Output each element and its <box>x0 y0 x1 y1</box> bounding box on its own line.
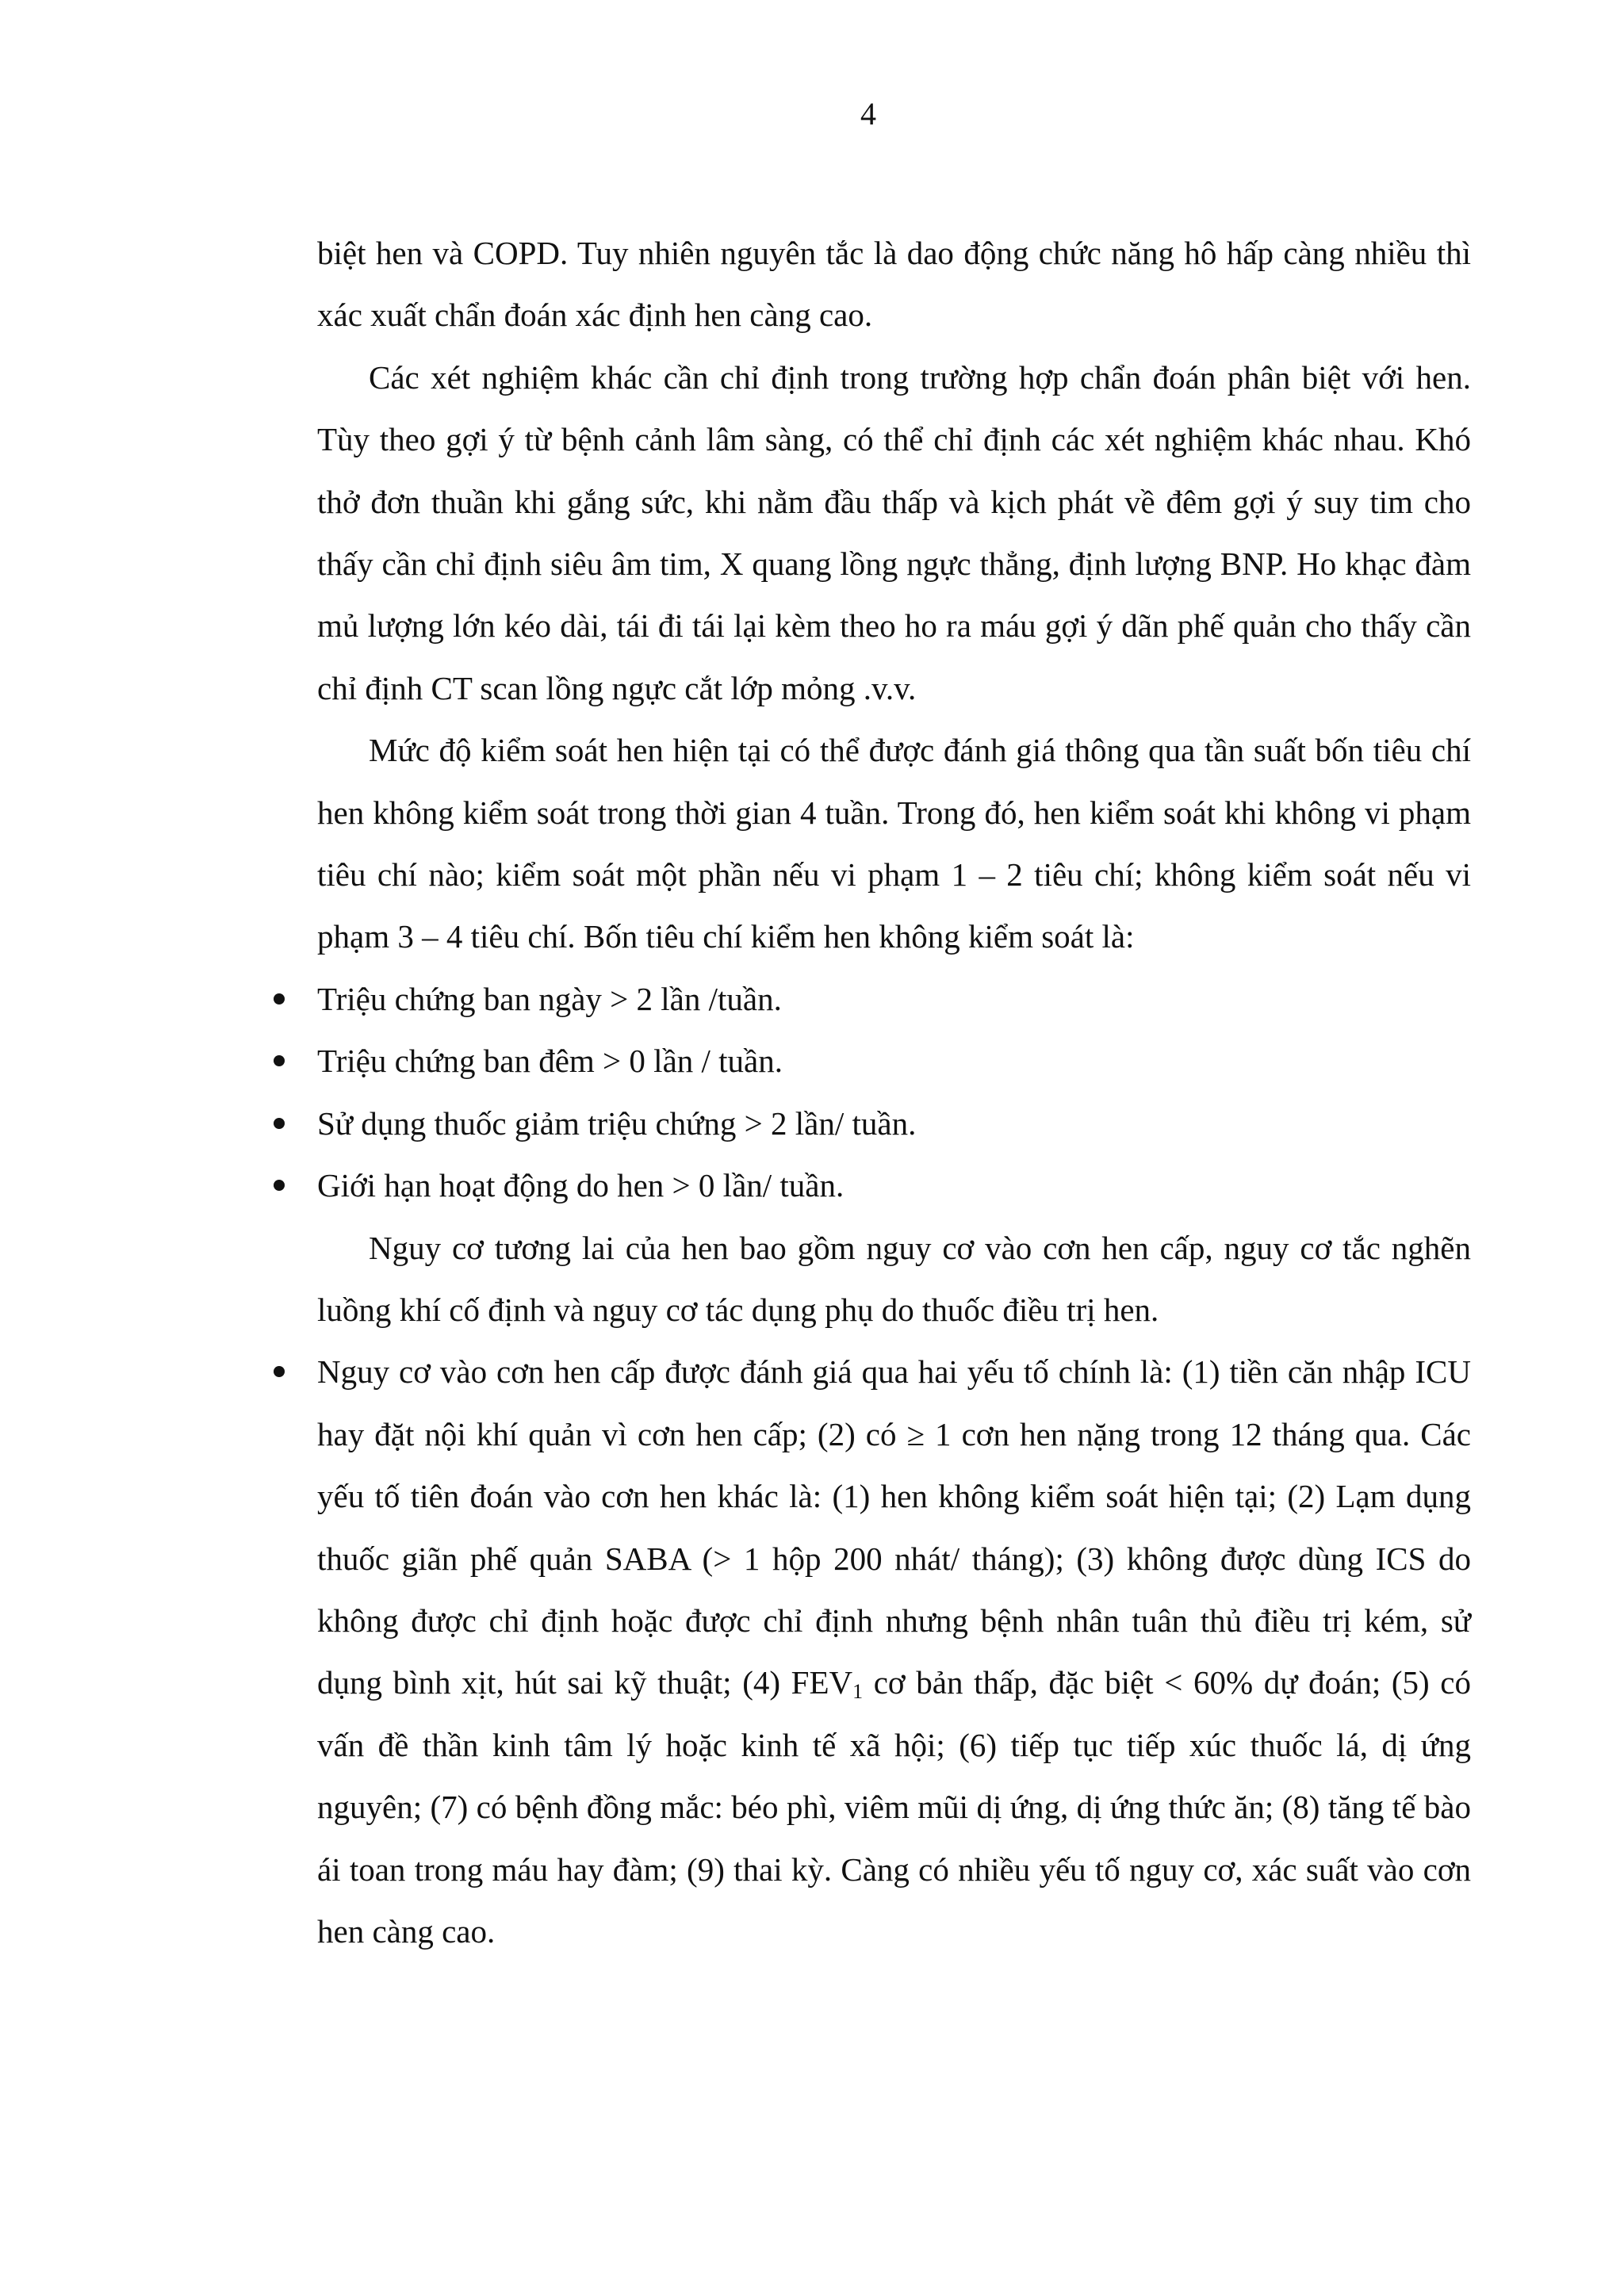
page-number: 4 <box>860 96 876 132</box>
risk-text-part-1: Nguy cơ vào cơn hen cấp được đánh giá qua hai yếu tố chính là: (1) tiền căn nhập ICU hay đặt nội khí quản vì cơn hen cấp; (2) có ≥ 1 cơn hen nặng trong 12 tháng qua. Các yếu tố tiên đoán vào cơn hen khác là: (1) hen không kiểm soát hiện tại; (2) Lạm dụng thuốc giãn phế quản SABA (> 1 hộp 200 nhát/ tháng); (3) không được dùng ICS do không được chỉ định hoặc được chỉ định nhưng bệnh nhân tuân thủ điều trị kém, sử dụng bình xịt, hút sai kỹ thuật; (4) FEV <box>317 1353 1471 1701</box>
document-body <box>317 222 1471 1962</box>
list-item-exacerbation-risk <box>317 1341 1471 1962</box>
control-criteria-list <box>317 968 1471 1217</box>
paragraph-differential-tests: Các xét nghiệm khác cần chỉ định trong trường hợp chẩn đoán phân biệt với hen. Tùy theo gợi ý từ bệnh cảnh lâm sàng, có thể chỉ định các xét nghiệm khác nhau. Khó thở đơn thuần khi gắng sức, khi nằm đầu thấp và kịch phát về đêm gợi ý suy tim cho thấy cần chỉ định siêu âm tim, X quang lồng ngực thẳng, định lượng BNP. Ho khạc đàm mủ lượng lớn kéo dài, tái đi tái lại kèm theo ho ra máu gợi ý dãn phế quản cho thấy cần chỉ định CT scan lồng ngực cắt lớp mỏng .v.v. <box>317 358 1471 706</box>
list-item: Sử dụng thuốc giảm triệu chứng > 2 lần/ tuần. <box>317 1093 1471 1154</box>
risk-list <box>317 1341 1471 1962</box>
paragraph-future-risk: Nguy cơ tương lai của hen bao gồm nguy cơ vào cơn hen cấp, nguy cơ tắc nghẽn luồng khí cố định và nguy cơ tác dụng phụ do thuốc điều trị hen. <box>317 1229 1471 1328</box>
list-item: Triệu chứng ban đêm > 0 lần / tuần. <box>317 1030 1471 1092</box>
list-item: Giới hạn hoạt động do hen > 0 lần/ tuần. <box>317 1154 1471 1216</box>
fev1-subscript: 1 <box>852 1680 864 1704</box>
paragraph-continuation: biệt hen và COPD. Tuy nhiên nguyên tắc là dao động chức năng hô hấp càng nhiều thì xác xuất chẩn đoán xác định hen càng cao. <box>317 235 1471 334</box>
list-item: Triệu chứng ban ngày > 2 lần /tuần. <box>317 968 1471 1030</box>
paragraph-asthma-control: Mức độ kiểm soát hen hiện tại có thể được đánh giá thông qua tần suất bốn tiêu chí hen không kiểm soát trong thời gian 4 tuần. Trong đó, hen kiểm soát khi không vi phạm tiêu chí nào; kiểm soát một phần nếu vi phạm 1 – 2 tiêu chí; không kiểm soát nếu vi phạm 3 – 4 tiêu chí. Bốn tiêu chí kiểm hen không kiểm soát là: <box>317 732 1471 955</box>
risk-text-part-2: cơ bản thấp, đặc biệt < 60% dự đoán; (5) có vấn đề thần kinh tâm lý hoặc kinh tế xã hội; (6) tiếp tục tiếp xúc thuốc lá, dị ứng nguyên; (7) có bệnh đồng mắc: béo phì, viêm mũi dị ứng, dị ứng thức ăn; (8) tăng tế bào ái toan trong máu hay đàm; (9) thai kỳ. Càng có nhiều yếu tố nguy cơ, xác suất vào cơn hen càng cao. <box>317 1664 1471 1950</box>
